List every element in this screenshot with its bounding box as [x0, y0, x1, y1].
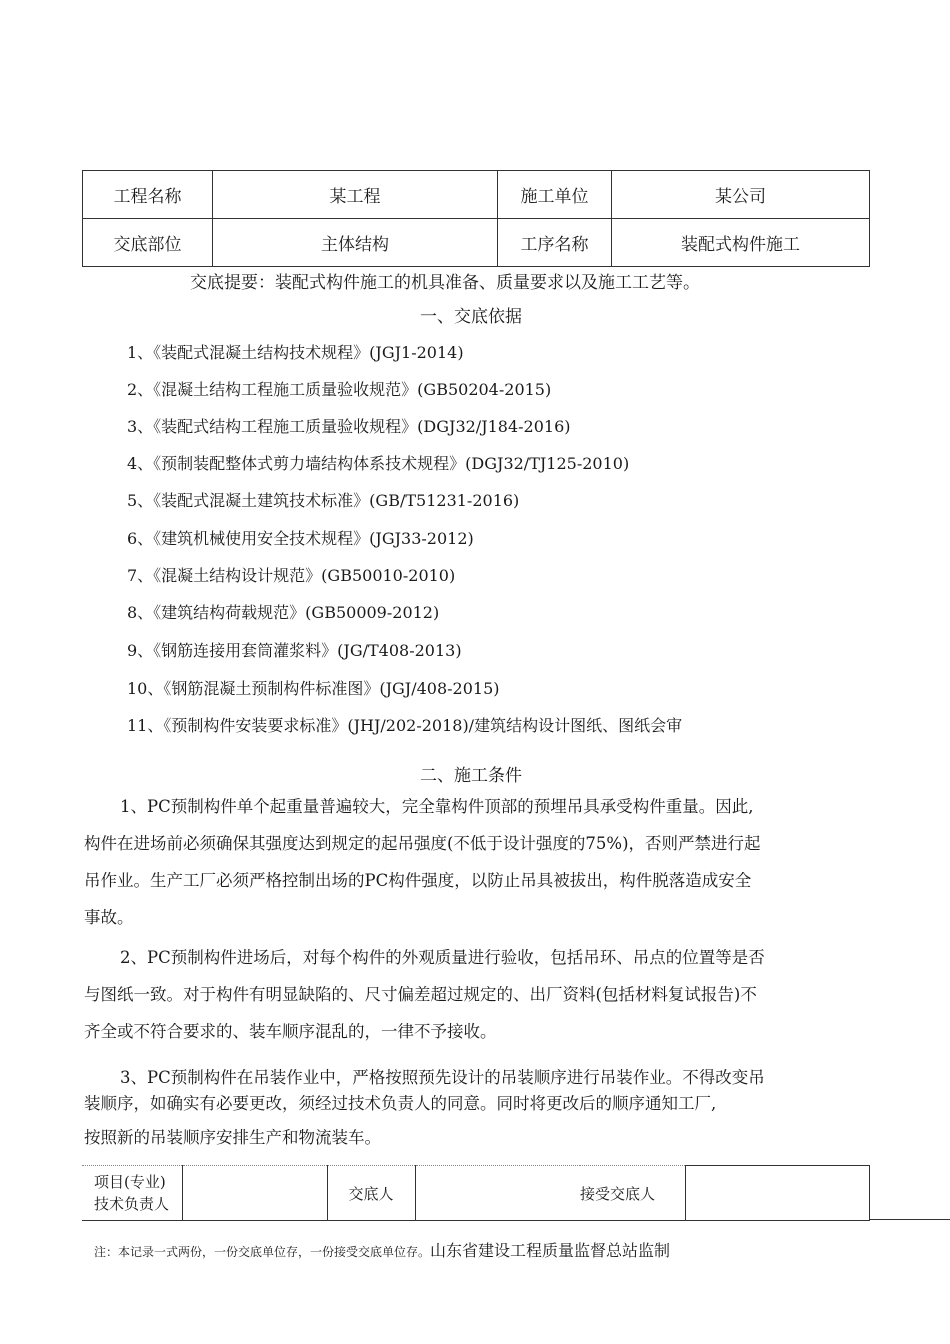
part-value: 主体结构 [213, 219, 498, 267]
footer [94, 1238, 670, 1261]
paragraph-line: 构件在进场前必须确保其强度达到规定的起吊强度(不低于设计强度的75%)，否则严禁进行起 [84, 834, 761, 853]
section1-title: 一、交底依据 [420, 307, 522, 327]
paragraph-line: 与图纸一致。对于构件有明显缺陷的、尺寸偏差超过规定的、出厂资料(包括材料复试报告)不 [84, 985, 757, 1004]
footer-note: 注：本记录一式两份，一份交底单位存，一份接受交底单位存。 [94, 1245, 431, 1259]
tech-lead-signature-cell[interactable] [182, 1166, 327, 1221]
process-value: 装配式构件施工 [612, 219, 870, 267]
reference-item: 1、《装配式混凝土结构技术规程》(JGJ1-2014) [127, 343, 464, 362]
contractor-value: 某公司 [612, 171, 870, 219]
reference-item: 11、《预制构件安装要求标准》(JHJ/202-2018)/建筑结构设计图纸、图纸会审 [127, 716, 683, 735]
reference-item: 4、《预制装配整体式剪力墙结构体系技术规程》(DGJ32/TJ125-2010) [127, 454, 630, 473]
paragraph-line: 事故。 [84, 908, 134, 927]
summary-text: 交底提要：装配式构件施工的机具准备、质量要求以及施工工艺等。 [190, 273, 700, 293]
paragraph-line: 吊作业。生产工厂必须严格控制出场的PC构件强度，以防止吊具被拔出，构件脱落造成安全 [84, 871, 752, 890]
footer-supervisor: 山东省建设工程质量监督总站监制 [430, 1241, 671, 1260]
tech-lead-label-line2: 技术负责人 [94, 1195, 170, 1213]
reference-item: 6、《建筑机械使用安全技术规程》(JGJ33-2012) [127, 529, 474, 548]
tech-lead-label [82, 1166, 182, 1221]
contractor-label: 施工单位 [498, 171, 612, 219]
reference-item: 10、《钢筋混凝土预制构件标准图》(JGJ/408-2015) [127, 679, 500, 698]
part-label: 交底部位 [83, 219, 213, 267]
paragraph-line: 装顺序，如确实有必要更改，须经过技术负责人的同意。同时将更改后的顺序通知工厂, [84, 1094, 717, 1113]
section2-title: 二、施工条件 [420, 766, 522, 786]
header-table [82, 170, 870, 267]
receiver-label: 接受交底人 [580, 1166, 685, 1221]
paragraph-line: 齐全或不符合要求的、装车顺序混乱的，一律不予接收。 [84, 1022, 497, 1041]
table-extension-line [869, 1219, 950, 1220]
signature-table [82, 1165, 870, 1221]
paragraph-line: 3、PC预制构件在吊装作业中，严格按照预先设计的吊装顺序进行吊装作业。不得改变吊 [120, 1068, 765, 1087]
reference-item: 9、《钢筋连接用套筒灌浆料》(JG/T408-2013) [127, 641, 462, 660]
receiver-signature-cell[interactable] [685, 1166, 869, 1221]
paragraph-line: 1、PC预制构件单个起重量普遍较大，完全靠构件顶部的预埋吊具承受构件重量。因此, [120, 797, 754, 816]
project-name-label: 工程名称 [83, 171, 213, 219]
presenter-label: 交底人 [327, 1166, 415, 1221]
paragraph-line: 2、PC预制构件进场后，对每个构件的外观质量进行验收，包括吊环、吊点的位置等是否 [120, 948, 765, 967]
process-label: 工序名称 [498, 219, 612, 267]
presenter-signature-cell[interactable] [415, 1166, 580, 1221]
reference-item: 5、《装配式混凝土建筑技术标准》(GB/T51231-2016) [127, 491, 520, 510]
tech-lead-label-line1: 项目(专业) [94, 1173, 166, 1191]
reference-item: 7、《混凝土结构设计规范》(GB50010-2010) [127, 566, 456, 585]
reference-item: 2、《混凝土结构工程施工质量验收规范》(GB50204-2015) [127, 380, 552, 399]
reference-item: 8、《建筑结构荷载规范》(GB50009-2012) [127, 603, 440, 622]
reference-item: 3、《装配式结构工程施工质量验收规程》(DGJ32/J184-2016) [127, 417, 571, 436]
paragraph-line: 按照新的吊装顺序安排生产和物流装车。 [84, 1128, 381, 1147]
project-name-value: 某工程 [213, 171, 498, 219]
